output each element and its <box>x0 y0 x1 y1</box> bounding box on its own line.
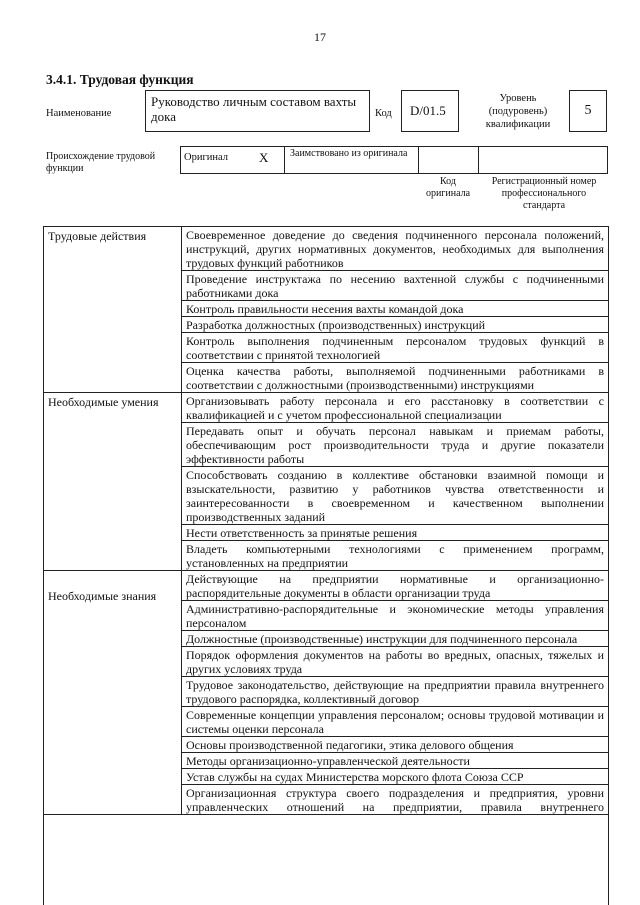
table-cell: Методы организационно-управленческой деятельности <box>182 753 608 769</box>
table-cell: Нести ответственность за принятые решения <box>182 525 608 541</box>
group-labor-actions <box>44 227 608 393</box>
table-cell: Порядок оформления документов на работы во вредных, опасных, тяжелых и других условиях труда <box>182 647 608 677</box>
original-mark: X <box>259 150 269 165</box>
table-cell: Владеть компьютерными технологиями с применением программ, установленных на предприятии <box>186 542 604 570</box>
group-label: Необходимые умения <box>44 393 182 570</box>
group-label: Трудовые действия <box>44 227 182 392</box>
origin-divider <box>478 146 479 174</box>
table-cell: Устав службы на судах Министерства морского флота Союза ССР <box>182 769 608 785</box>
group-required-skills <box>44 393 608 571</box>
code-value: D/01.5 <box>401 90 459 132</box>
table-cell: Своевременное доведение до сведения подчиненного персонала положений, инструкций, других нормативных документов, необходимых для выполнения трудовых функций работников <box>182 227 608 271</box>
table-cell: Основы производственной педагогики, этика делового общения <box>182 737 608 753</box>
level-value: 5 <box>569 90 607 132</box>
table-cell: Административно-распорядительные и экономические методы управления персоналом <box>182 601 608 631</box>
code-label: Код <box>375 108 392 119</box>
table-cell: Передавать опыт и обучать персонал навыкам и приемам работы, обеспечивающим рост производительности труда и другие показатели эффективности работы <box>182 423 608 467</box>
origin-label: Происхождение трудовой функции <box>46 151 156 174</box>
level-label: Уровень (подуровень) квалификации <box>485 93 551 130</box>
table-cell: Организовывать работу персонала и его расстановку в соответствии с квалификацией и с учетом профессиональной специализации <box>182 393 608 423</box>
code-original-caption: Код оригинала <box>425 176 471 199</box>
section-title: 3.4.1. Трудовая функция <box>46 72 194 87</box>
table-cell: Проведение инструктажа по несению вахтенной службы с подчиненными работниками дока <box>182 271 608 301</box>
table-cell: Действующие на предприятии нормативные и организационно-распорядительные документы в области организации труда <box>182 571 608 601</box>
table-cell: Современные концепции управления персоналом; основы трудовой мотивации и системы оценки персонала <box>182 707 608 737</box>
table-cell: Разработка должностных (производственных) инструкций <box>182 317 608 333</box>
original-label: Оригинал <box>184 152 228 163</box>
borrowed-label: Заимствовано из оригинала <box>290 148 408 159</box>
page-number: 17 <box>314 30 326 44</box>
name-label: Наименование <box>46 108 112 119</box>
function-name-value: Руководство личным составом вахты дока <box>145 90 370 132</box>
table-cell: Контроль выполнения подчиненным персоналом трудовых функций в соответствии с принятой технологией <box>182 333 608 363</box>
table-cell: Должностные (производственные) инструкции для подчиненного персонала <box>182 631 608 647</box>
table-cell: Способствовать созданию в коллективе обстановки взаимной помощи и взыскательности, развитию у работников чувства ответственности и заинтересованности в своевременном и качественном выполнении производственных заданий <box>182 467 608 525</box>
table-cell: Организационная структура своего подразделения и предприятия, уровни управленческих отношений на предприятии, правила внутреннего <box>186 786 604 814</box>
group-required-knowledge <box>44 571 608 815</box>
table-cell: Оценка качества работы, выполняемой подчиненными работниками в соответствии с должностными (производственными) инструкциями <box>186 364 604 392</box>
table-cell: Трудовое законодательство, действующие на предприятии правила внутреннего трудового распорядка, коллективный договор <box>182 677 608 707</box>
origin-divider <box>284 146 285 174</box>
reg-number-caption: Регистрационный номер профессионального стандарта <box>491 176 597 211</box>
group-label: Необходимые знания <box>44 571 182 814</box>
function-table <box>43 226 609 905</box>
origin-divider <box>418 146 419 174</box>
table-cell: Контроль правильности несения вахты командой дока <box>182 301 608 317</box>
